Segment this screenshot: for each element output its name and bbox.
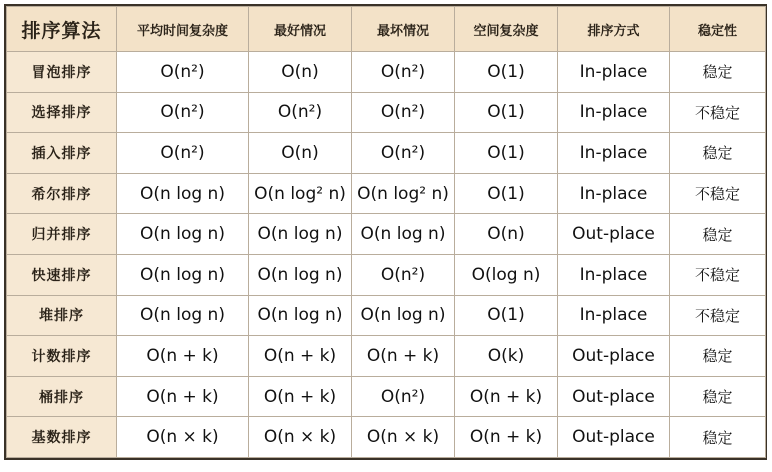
best-case-cell: O(n × k) bbox=[249, 417, 352, 458]
sort-mode-cell: In-place bbox=[558, 295, 670, 336]
algorithm-name: 希尔排序 bbox=[7, 173, 117, 214]
column-header-sort-mode: 排序方式 bbox=[558, 7, 670, 52]
stability-cell: 不稳定 bbox=[670, 92, 766, 133]
best-case-cell: O(n + k) bbox=[249, 336, 352, 377]
space-cell: O(1) bbox=[455, 133, 558, 174]
stability-cell: 不稳定 bbox=[670, 295, 766, 336]
sort-mode-cell: Out-place bbox=[558, 214, 670, 255]
best-case-cell: O(n + k) bbox=[249, 376, 352, 417]
table-row bbox=[7, 295, 766, 336]
table-row bbox=[7, 254, 766, 295]
best-case-cell: O(n) bbox=[249, 133, 352, 174]
stability-cell: 稳定 bbox=[670, 52, 766, 93]
average-time-cell: O(n log n) bbox=[117, 254, 249, 295]
table-row bbox=[7, 92, 766, 133]
worst-case-cell: O(n log n) bbox=[352, 214, 455, 255]
column-header-stability: 稳定性 bbox=[670, 7, 766, 52]
column-header-space: 空间复杂度 bbox=[455, 7, 558, 52]
algorithm-name: 堆排序 bbox=[7, 295, 117, 336]
column-header-worst-case: 最坏情况 bbox=[352, 7, 455, 52]
space-cell: O(log n) bbox=[455, 254, 558, 295]
worst-case-cell: O(n log² n) bbox=[352, 173, 455, 214]
worst-case-cell: O(n²) bbox=[352, 254, 455, 295]
algorithm-name: 选择排序 bbox=[7, 92, 117, 133]
best-case-cell: O(n log n) bbox=[249, 214, 352, 255]
algorithm-name: 归并排序 bbox=[7, 214, 117, 255]
worst-case-cell: O(n²) bbox=[352, 92, 455, 133]
algorithm-name: 插入排序 bbox=[7, 133, 117, 174]
table-row bbox=[7, 133, 766, 174]
sort-mode-cell: In-place bbox=[558, 173, 670, 214]
table-row bbox=[7, 336, 766, 377]
worst-case-cell: O(n × k) bbox=[352, 417, 455, 458]
stability-cell: 稳定 bbox=[670, 336, 766, 377]
worst-case-cell: O(n log n) bbox=[352, 295, 455, 336]
space-cell: O(1) bbox=[455, 92, 558, 133]
stability-cell: 稳定 bbox=[670, 376, 766, 417]
table-row bbox=[7, 52, 766, 93]
sorting-algorithm-table-container bbox=[4, 4, 767, 460]
sort-mode-cell: Out-place bbox=[558, 417, 670, 458]
average-time-cell: O(n + k) bbox=[117, 336, 249, 377]
stability-cell: 稳定 bbox=[670, 214, 766, 255]
space-cell: O(1) bbox=[455, 295, 558, 336]
average-time-cell: O(n log n) bbox=[117, 295, 249, 336]
table-row bbox=[7, 173, 766, 214]
space-cell: O(n + k) bbox=[455, 376, 558, 417]
stability-cell: 稳定 bbox=[670, 417, 766, 458]
header-row bbox=[7, 7, 766, 52]
table-row bbox=[7, 417, 766, 458]
table-row bbox=[7, 214, 766, 255]
sort-mode-cell: Out-place bbox=[558, 376, 670, 417]
column-header-average-time: 平均时间复杂度 bbox=[117, 7, 249, 52]
table-body bbox=[7, 52, 766, 458]
best-case-cell: O(n) bbox=[249, 52, 352, 93]
average-time-cell: O(n log n) bbox=[117, 214, 249, 255]
sort-mode-cell: In-place bbox=[558, 52, 670, 93]
sort-mode-cell: Out-place bbox=[558, 336, 670, 377]
algorithm-name: 冒泡排序 bbox=[7, 52, 117, 93]
space-cell: O(n + k) bbox=[455, 417, 558, 458]
table-row bbox=[7, 376, 766, 417]
average-time-cell: O(n log n) bbox=[117, 173, 249, 214]
algorithm-name: 快速排序 bbox=[7, 254, 117, 295]
stability-cell: 稳定 bbox=[670, 133, 766, 174]
sorting-algorithm-table bbox=[6, 6, 766, 458]
average-time-cell: O(n + k) bbox=[117, 376, 249, 417]
average-time-cell: O(n²) bbox=[117, 52, 249, 93]
average-time-cell: O(n × k) bbox=[117, 417, 249, 458]
space-cell: O(k) bbox=[455, 336, 558, 377]
best-case-cell: O(n log n) bbox=[249, 254, 352, 295]
best-case-cell: O(n log n) bbox=[249, 295, 352, 336]
sort-mode-cell: In-place bbox=[558, 133, 670, 174]
stability-cell: 不稳定 bbox=[670, 173, 766, 214]
worst-case-cell: O(n²) bbox=[352, 52, 455, 93]
algorithm-name: 基数排序 bbox=[7, 417, 117, 458]
worst-case-cell: O(n²) bbox=[352, 133, 455, 174]
column-header-algorithm: 排序算法 bbox=[7, 7, 117, 52]
sort-mode-cell: In-place bbox=[558, 254, 670, 295]
sort-mode-cell: In-place bbox=[558, 92, 670, 133]
worst-case-cell: O(n + k) bbox=[352, 336, 455, 377]
space-cell: O(n) bbox=[455, 214, 558, 255]
space-cell: O(1) bbox=[455, 52, 558, 93]
best-case-cell: O(n log² n) bbox=[249, 173, 352, 214]
best-case-cell: O(n²) bbox=[249, 92, 352, 133]
worst-case-cell: O(n²) bbox=[352, 376, 455, 417]
space-cell: O(1) bbox=[455, 173, 558, 214]
algorithm-name: 计数排序 bbox=[7, 336, 117, 377]
average-time-cell: O(n²) bbox=[117, 133, 249, 174]
column-header-best-case: 最好情况 bbox=[249, 7, 352, 52]
stability-cell: 不稳定 bbox=[670, 254, 766, 295]
algorithm-name: 桶排序 bbox=[7, 376, 117, 417]
average-time-cell: O(n²) bbox=[117, 92, 249, 133]
